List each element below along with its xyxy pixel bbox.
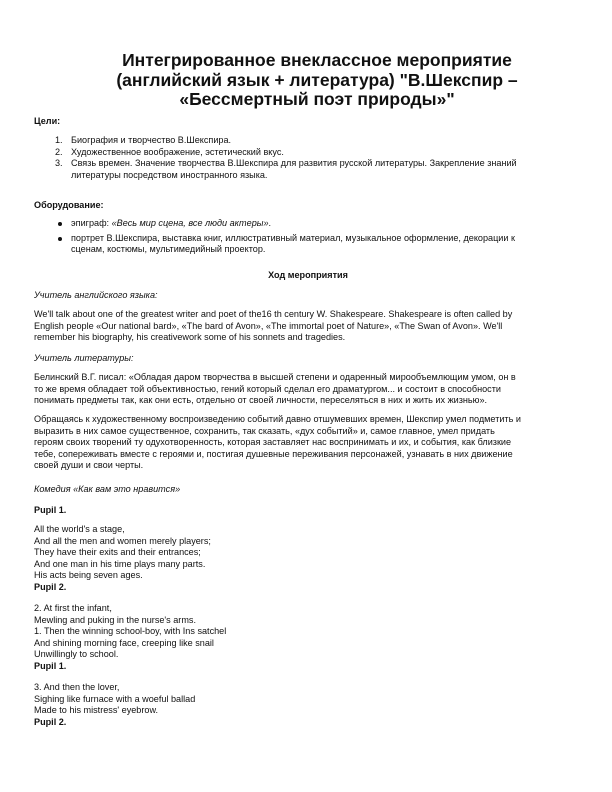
english-teacher-label: Учитель английского языка: (34, 290, 158, 300)
verse-line: All the world's a stage, (34, 524, 125, 534)
equipment-heading: Оборудование: (34, 200, 104, 210)
verse-line: Made to his mistress' eyebrow. (34, 705, 159, 716)
goal-text: Художественное воображение, эстетический вкус. (71, 146, 284, 157)
section-title: Ход мероприятия (268, 270, 348, 280)
verse-block (34, 524, 582, 582)
title-line: (английский язык + литература) "В.Шекспир – (116, 69, 518, 90)
verse-line: 2. At first the infant, (34, 603, 112, 613)
speech-line: English people «Our national bard», «The bard of Avon», «The immortal poet of Nature», «The Swan of Avon». We'll (34, 320, 503, 331)
verse-line: 3. And then the lover, (34, 682, 120, 692)
goal-number: 2. (55, 146, 63, 157)
verse-line: 1. Then the winning school-boy, with Ins satchel (34, 626, 227, 637)
equipment-text: портрет В.Шекспира, выставка книг, иллюстративный материал, музыкальное оформление, декорации к (71, 232, 515, 243)
title-line: «Бессмертный поэт природы»" (179, 89, 455, 109)
verse-line: His acts being seven ages. (34, 570, 143, 581)
verse-line: Mewling and puking in the nurse's arms. (34, 614, 196, 625)
speech-line: We'll talk about one of the greatest writer and poet of the16 th century W. Shakespeare. Shakespeare is often called by (34, 309, 513, 319)
verse-block (34, 603, 582, 661)
bullet-icon (58, 237, 62, 241)
speech-line: Обращаясь к художественному воспроизведению событий давно отшумевших времен, Шекспир умел подметить и (34, 414, 521, 424)
verse-block (34, 682, 582, 717)
goals-list (34, 135, 582, 181)
goal-item (34, 147, 582, 159)
speech-line: remember his biography, his creativework some of his sonnets and tragedies. (34, 332, 346, 343)
verse-line: And all the men and women merely players; (34, 535, 211, 546)
speech-line: выразить в них самое существенное, сохранить, так сказать, «дух событий» и, самое главное, умел придать (34, 425, 495, 436)
goal-text: Биография и творчество В.Шекспира. (71, 135, 232, 145)
goals-heading: Цели: (34, 116, 61, 126)
verse-line: And shining morning face, creeping like snail (34, 637, 214, 648)
comedy-label: Комедия «Как вам это нравится» (34, 484, 181, 494)
english-teacher-speech (34, 309, 582, 344)
speech-line: Белинский В.Г. писал: «Обладая даром творчества в высшей степени и одаренный мирообъемлющим умом, он в (34, 372, 516, 382)
equipment-item (34, 233, 582, 256)
verse-line: And one man in his time plays many parts. (34, 558, 206, 569)
equipment-item (34, 218, 582, 230)
goal-text: Связь времен. Значение творчества В.Шекспира для развития русской литературы. Закрепление знаний (71, 158, 517, 169)
goal-text: литературы посредством иностранного языка. (71, 169, 268, 180)
goal-item (34, 158, 582, 181)
verse-line: Sighing like furnace with a woeful ballad (34, 693, 196, 704)
epigraph-quote: «Весь мир сцена, все люди актеры» (111, 218, 269, 228)
speech-line: своей души и свои черты. (34, 460, 144, 471)
equipment-list (34, 218, 582, 256)
goal-number: 1. (55, 135, 63, 145)
goal-number: 3. (55, 158, 63, 169)
speech-line: героям своих творений ту одухотворенность, которая заставляет нас воспринимать и их, и события, как близкие (34, 437, 512, 448)
speech-line: то же время обладает той объективностью, гений который сделал его драматургом... и состоит в способности (34, 383, 501, 394)
title-line: Интегрированное внеклассное мероприятие (122, 50, 512, 70)
goal-item (34, 135, 582, 147)
literature-teacher-label: Учитель литературы: (34, 353, 134, 363)
bullet-icon (58, 222, 62, 226)
pupil-label: Pupil 1. (34, 505, 67, 515)
epigraph-suffix: . (268, 218, 272, 228)
belinsky-quote (34, 372, 582, 407)
verse-line: Unwillingly to school. (34, 649, 119, 660)
speech-line: понимать предметы так, как они есть, отдельно от своей личности, переселяться в них и жить их жизнью». (34, 395, 488, 406)
speech-line: тебе, сопереживать вместе с героями и, постигая душевные переживания персонажей, узнавать в них движение (34, 448, 513, 459)
equipment-text: сценам, костюмы, мультимедийный проектор. (71, 244, 266, 255)
pupil-label: Pupil 2. (34, 717, 67, 727)
shakespeare-paragraph (34, 414, 582, 472)
epigraph-prefix: эпиграф: (71, 218, 112, 228)
pupil-label: Pupil 1. (34, 661, 67, 671)
pupil-label: Pupil 2. (34, 582, 67, 592)
verse-line: They have their exits and their entrances; (34, 547, 201, 558)
document-title (60, 51, 574, 110)
